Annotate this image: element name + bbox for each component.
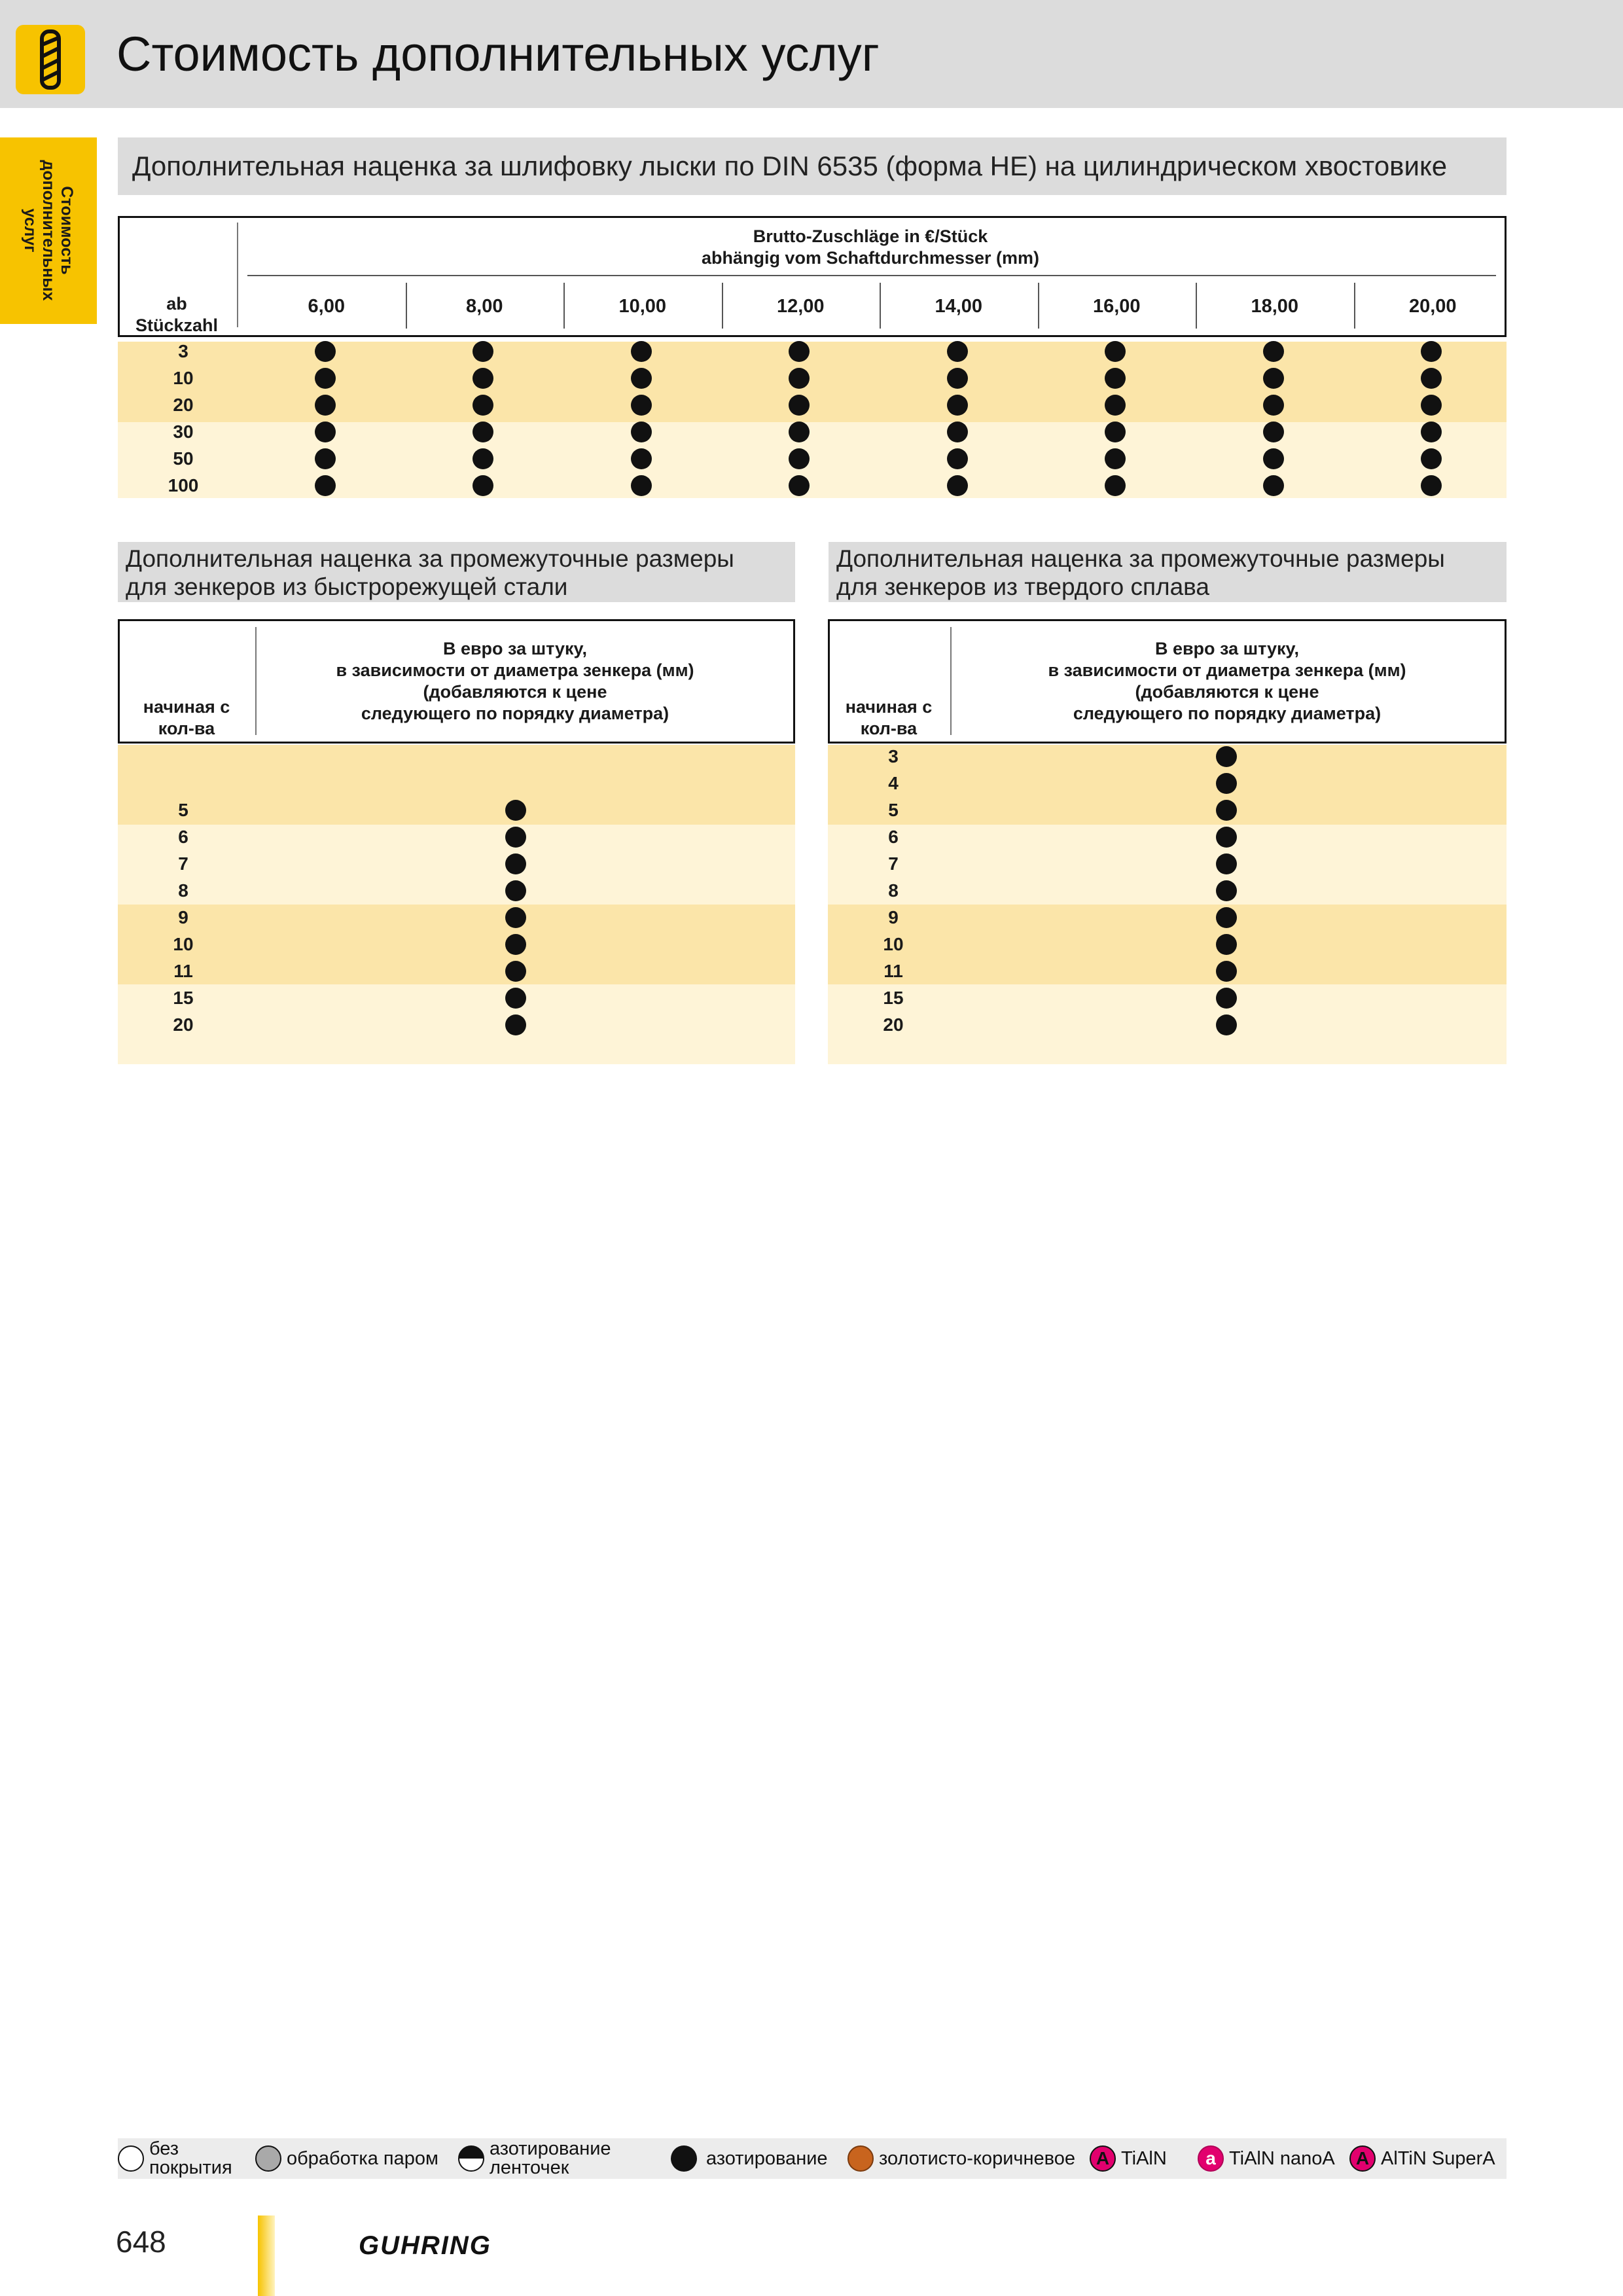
price-dot xyxy=(1105,395,1126,416)
legend-item-tialn: A TiAlN xyxy=(1090,2138,1167,2179)
price-dot xyxy=(473,448,493,469)
price-dot xyxy=(1263,341,1284,362)
price-dot xyxy=(1216,746,1237,767)
flat-column-divider xyxy=(722,283,723,329)
price-dot xyxy=(505,853,526,874)
carbide-qty-header: начиная с кол-ва xyxy=(845,697,933,738)
price-dot xyxy=(1421,422,1442,442)
flat-qty-header: ab Stückzahl xyxy=(135,294,219,335)
flat-diameter-header: 18,00 xyxy=(1251,296,1299,317)
legend-item-nitriding: азотирование xyxy=(671,2138,828,2179)
price-dot xyxy=(631,475,652,496)
flat-column-divider xyxy=(880,283,881,329)
price-dot xyxy=(1216,907,1237,928)
price-dot xyxy=(505,907,526,928)
brown-circle-icon xyxy=(847,2145,874,2172)
price-dot xyxy=(1105,368,1126,389)
section-flat-title: Дополнительная наценка за шлифовку лыски по DIN 6535 (форма HE) на цилиндрическом хвостовике xyxy=(132,151,1448,181)
price-dot xyxy=(505,800,526,821)
flat-diameter-header: 6,00 xyxy=(308,296,345,317)
price-dot xyxy=(1421,475,1442,496)
price-dot xyxy=(947,368,968,389)
hss-price-header: В евро за штуку, в зависимости от диаметра зенкера (мм) (добавляются к цене следующего по порядку диаметра) xyxy=(336,639,694,723)
price-dot xyxy=(631,422,652,442)
price-dot xyxy=(505,1014,526,1035)
carbide-qty-label: 3 xyxy=(888,746,899,766)
price-dot xyxy=(1216,880,1237,901)
price-dot xyxy=(505,934,526,955)
hss-qty-label: 9 xyxy=(178,907,188,927)
altin-supera-icon: A xyxy=(1349,2145,1376,2172)
hss-qty-label: 10 xyxy=(173,934,194,954)
price-dot xyxy=(473,422,493,442)
price-dot xyxy=(631,341,652,362)
price-dot xyxy=(1216,853,1237,874)
price-dot xyxy=(1263,368,1284,389)
flat-diameter-header: 14,00 xyxy=(935,296,983,317)
carbide-header-divider xyxy=(950,627,952,735)
empty-circle-icon xyxy=(118,2145,144,2172)
price-dot xyxy=(1216,773,1237,794)
price-dot xyxy=(947,422,968,442)
price-dot xyxy=(505,880,526,901)
price-dot xyxy=(505,988,526,1009)
flat-diameter-header: 16,00 xyxy=(1092,296,1141,317)
flat-column-divider xyxy=(563,283,565,329)
price-dot xyxy=(315,368,336,389)
price-dot xyxy=(1216,934,1237,955)
price-dot xyxy=(789,422,810,442)
price-dot xyxy=(631,395,652,416)
flat-column-divider xyxy=(406,283,407,329)
price-dot xyxy=(1105,341,1126,362)
carbide-qty-label: 20 xyxy=(883,1014,904,1035)
legend-item-uncoated: без покрытия xyxy=(118,2138,232,2179)
price-dot xyxy=(1216,827,1237,848)
carbide-qty-label: 10 xyxy=(883,934,904,954)
price-dot xyxy=(947,395,968,416)
hss-qty-label: 8 xyxy=(178,880,188,901)
flat-qty-label: 10 xyxy=(173,368,194,388)
legend-item-steam: обработка паром xyxy=(255,2138,438,2179)
flat-qty-label: 3 xyxy=(178,341,188,361)
price-dot xyxy=(315,341,336,362)
flat-diameter-header: 20,00 xyxy=(1408,296,1457,317)
carbide-price-header: В евро за штуку, в зависимости от диаметра зенкера (мм) (добавляются к цене следующего по порядку диаметра) xyxy=(1048,639,1406,723)
price-dot xyxy=(789,341,810,362)
price-dot xyxy=(947,475,968,496)
price-dot xyxy=(789,395,810,416)
price-dot xyxy=(1263,475,1284,496)
side-tab-label: Стоимость дополнительных услуг xyxy=(21,160,76,301)
brand-logo: GUHRING xyxy=(359,2231,491,2260)
legend-item-tialn-nanoa: a TiAlN nanoA xyxy=(1198,2138,1335,2179)
section-hss-title-bar xyxy=(118,542,795,602)
tialn-nanoa-icon: a xyxy=(1198,2145,1224,2172)
section-carbide-title-line2: для зенкеров из твердого сплава xyxy=(836,573,1209,600)
hss-qty-label: 7 xyxy=(178,853,188,874)
carbide-qty-label: 15 xyxy=(883,988,904,1008)
price-dot xyxy=(947,448,968,469)
legend-item-land-nitriding: азотирование ленточек xyxy=(458,2138,611,2179)
section-flat-title-bar xyxy=(118,137,1507,195)
flat-diameter-header: 12,00 xyxy=(776,296,825,317)
flat-header-divider xyxy=(237,223,238,327)
price-dot xyxy=(1216,1014,1237,1035)
black-circle-icon xyxy=(671,2145,697,2172)
section-hss-title-line2: для зенкеров из быстрорежущей стали xyxy=(126,573,568,600)
price-dot xyxy=(315,395,336,416)
price-dot xyxy=(1216,988,1237,1009)
carbide-qty-label: 11 xyxy=(883,961,903,981)
hss-qty-label: 5 xyxy=(178,800,188,820)
price-dot xyxy=(789,368,810,389)
flat-qty-label: 100 xyxy=(168,475,199,495)
flat-column-divider xyxy=(1354,283,1355,329)
flat-qty-label: 50 xyxy=(173,448,194,469)
half-circle-icon xyxy=(458,2145,484,2172)
price-dot xyxy=(315,475,336,496)
price-dot xyxy=(1105,422,1126,442)
price-dot xyxy=(315,422,336,442)
grey-circle-icon xyxy=(255,2145,281,2172)
price-dot xyxy=(1263,422,1284,442)
price-dot xyxy=(473,395,493,416)
tialn-icon: A xyxy=(1090,2145,1116,2172)
legend-item-altin-supera: A AlTiN SuperA xyxy=(1349,2138,1495,2179)
page-title: Стоимость дополнительных услуг xyxy=(116,27,880,81)
coating-legend xyxy=(118,2138,1507,2179)
section-carbide-title-line1: Дополнительная наценка за промежуточные размеры xyxy=(836,545,1445,572)
price-dot xyxy=(473,341,493,362)
carbide-qty-label: 4 xyxy=(888,773,899,793)
flat-diameter-header: 8,00 xyxy=(466,296,503,317)
carbide-qty-label: 5 xyxy=(888,800,899,820)
legend-item-gold-brown: золотисто-коричневое xyxy=(847,2138,1075,2179)
hss-qty-label: 11 xyxy=(173,961,193,981)
price-dot xyxy=(1421,368,1442,389)
price-dot xyxy=(631,368,652,389)
price-dot xyxy=(789,475,810,496)
section-hss-title-line1: Дополнительная наценка за промежуточные размеры xyxy=(126,545,734,572)
carbide-qty-label: 8 xyxy=(888,880,899,901)
price-dot xyxy=(1105,475,1126,496)
price-dot xyxy=(789,448,810,469)
price-dot xyxy=(1421,448,1442,469)
price-dot xyxy=(947,341,968,362)
drill-bit-icon xyxy=(16,25,85,94)
page-number: 648 xyxy=(116,2225,166,2259)
flat-diameter-header: 10,00 xyxy=(618,296,667,317)
section-carbide-title-bar xyxy=(829,542,1507,602)
price-dot xyxy=(1105,448,1126,469)
price-dot xyxy=(473,368,493,389)
footer-accent-bar xyxy=(258,2215,275,2296)
flat-column-divider xyxy=(1196,283,1197,329)
price-dot xyxy=(505,827,526,848)
price-dot xyxy=(1263,448,1284,469)
side-tab xyxy=(0,137,97,324)
flat-qty-label: 20 xyxy=(173,395,194,415)
carbide-qty-label: 6 xyxy=(888,827,899,847)
hss-qty-header: начиная с кол-ва xyxy=(143,697,230,738)
price-dot xyxy=(1216,961,1237,982)
flat-column-divider xyxy=(1038,283,1039,329)
price-dot xyxy=(505,961,526,982)
price-dot xyxy=(1421,395,1442,416)
price-dot xyxy=(473,475,493,496)
carbide-qty-label: 9 xyxy=(888,907,899,927)
price-dot xyxy=(631,448,652,469)
hss-qty-label: 20 xyxy=(173,1014,194,1035)
flat-qty-label: 30 xyxy=(173,422,194,442)
price-dot xyxy=(315,448,336,469)
hss-qty-label: 15 xyxy=(173,988,194,1008)
flat-header-title: Brutto-Zuschläge in €/Stück abhängig vom Schaftdurchmesser (mm) xyxy=(701,226,1040,268)
price-dot xyxy=(1216,800,1237,821)
price-dot xyxy=(1421,341,1442,362)
flat-header-rule xyxy=(247,275,1496,276)
carbide-qty-label: 7 xyxy=(888,853,899,874)
hss-qty-label: 6 xyxy=(178,827,188,847)
price-dot xyxy=(1263,395,1284,416)
